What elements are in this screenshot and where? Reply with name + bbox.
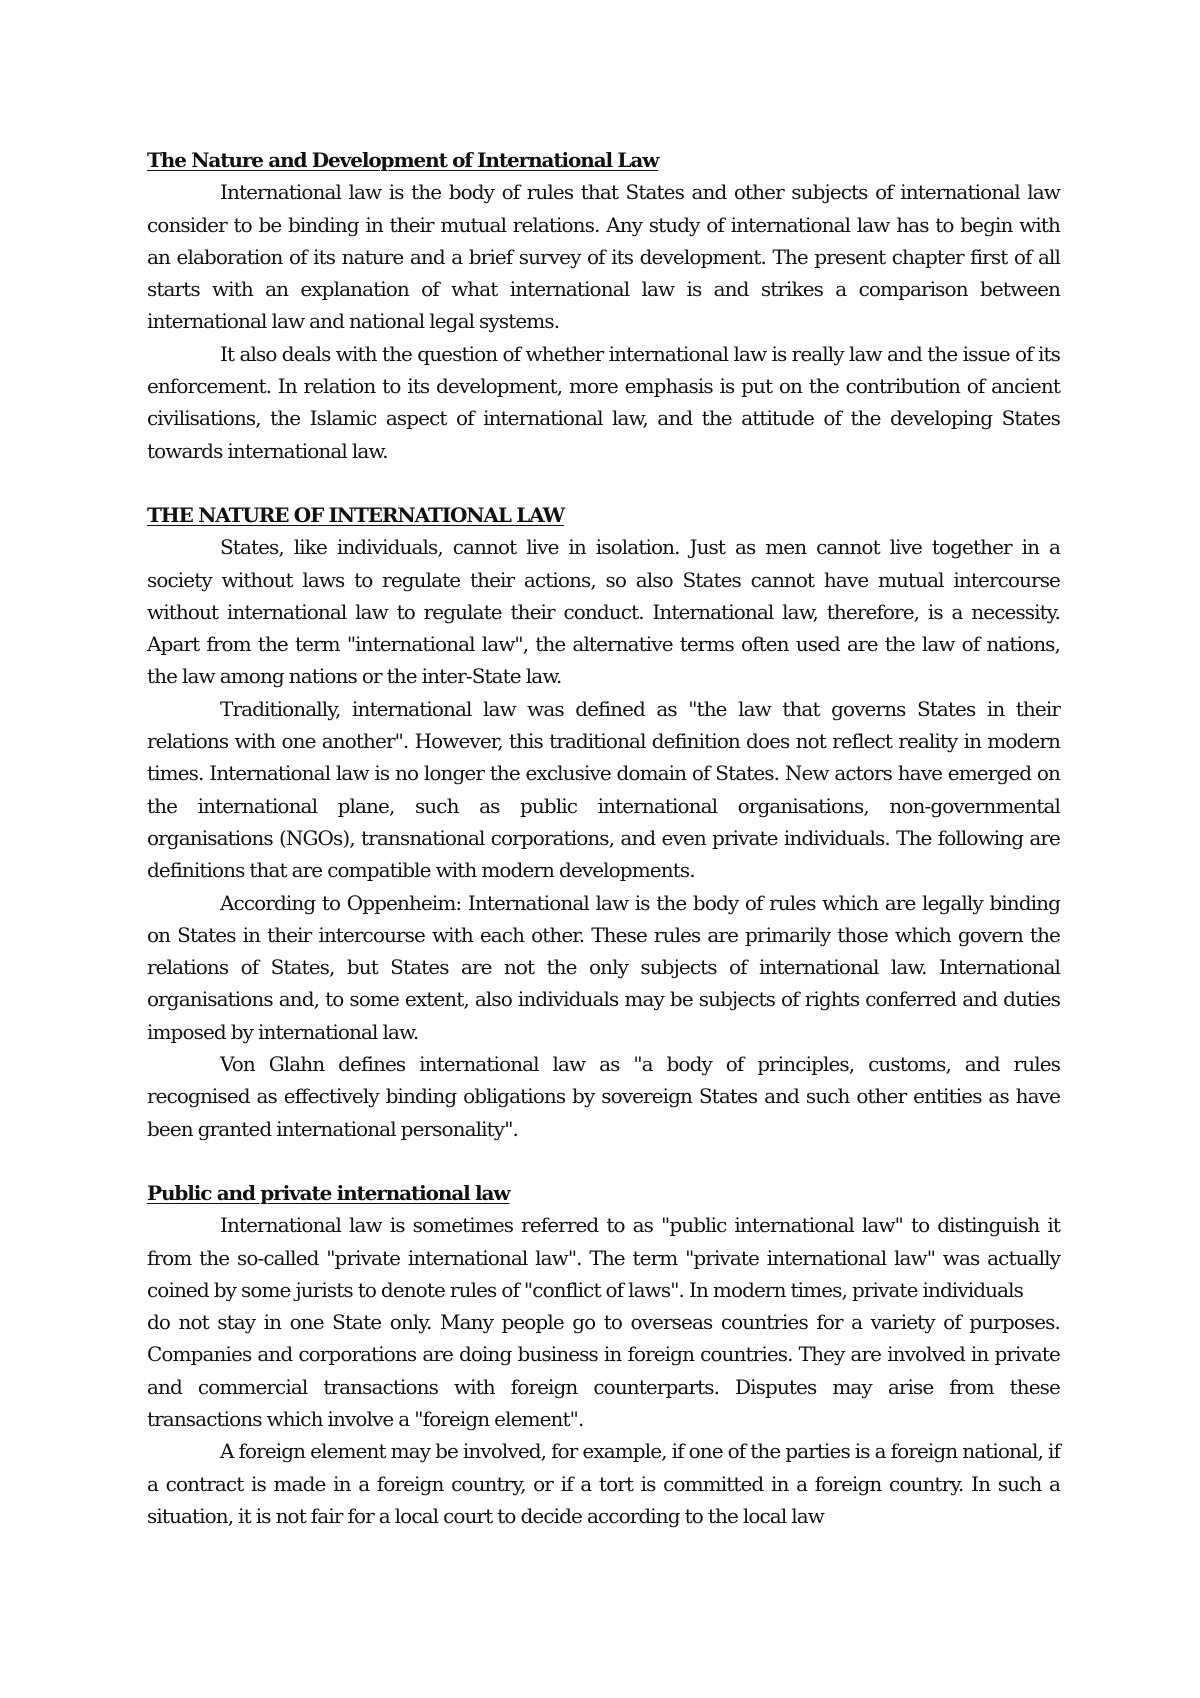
body-paragraph: International law is sometimes referred to as "public international law" to distinguish it from the so-called "private international law". The term "private international law" was actually coined by some jurists to denote rules of "conflict of laws". In modern times, private individuals xyxy=(147,1213,1060,1302)
section-nature-and-development xyxy=(147,144,1060,467)
section-public-and-private-international-law xyxy=(147,1177,1060,1532)
body-paragraph: States, like individuals, cannot live in isolation. Just as men cannot live together in a society without laws to regulate their actions, so also States cannot have mutual intercourse without international law to regulate their conduct. International law, therefore, is a necessity. Apart from the term "international law", the alternative terms often used are the law of nations, the law among nations or the inter-State law. xyxy=(147,535,1060,689)
body-paragraph: A foreign element may be involved, for example, if one of the parties is a foreign national, if a contract is made in a foreign country, or if a tort is committed in a foreign country. In such a situation, it is not fair for a local court to decide according to the local law xyxy=(147,1439,1060,1528)
body-paragraph: International law is the body of rules that States and other subjects of international law consider to be binding in their mutual relations. Any study of international law has to begin with an elaboration of its nature and a brief survey of its development. The present chapter first of all starts with an explanation of what international law is and strikes a comparison between international law and national legal systems. xyxy=(147,180,1060,334)
body-paragraph: do not stay in one State only. Many people go to overseas countries for a variety of purposes. Companies and corporations are doing business in foreign countries. They are involved in private and commercial transactions with foreign counterparts. Disputes may arise from these transactions which involve a "foreign element". xyxy=(147,1310,1060,1431)
section-nature-of-international-law xyxy=(147,499,1060,1145)
body-paragraph: Von Glahn defines international law as "a body of principles, customs, and rules recognised as effectively binding obligations by sovereign States and such other entities as have been granted international personality". xyxy=(147,1052,1060,1141)
section-heading: Public and private international law xyxy=(147,1180,510,1205)
body-paragraph: According to Oppenheim: International law is the body of rules which are legally binding on States in their intercourse with each other. These rules are primarily those which govern the relations of States, but States are not the only subjects of international law. International organisations and, to some extent, also individuals may be subjects of rights conferred and duties imposed by international law. xyxy=(147,890,1060,1044)
section-heading: THE NATURE OF INTERNATIONAL LAW xyxy=(147,502,564,527)
document-page xyxy=(147,144,1060,1532)
body-paragraph: It also deals with the question of whether international law is really law and the issue of its enforcement. In relation to its development, more emphasis is put on the contribution of ancient civilisations, the Islamic aspect of international law, and the attitude of the developing States towards international law. xyxy=(147,341,1060,463)
body-paragraph: Traditionally, international law was defined as "the law that governs States in their relations with one another". However, this traditional definition does not reflect reality in modern times. International law is no longer the exclusive domain of States. New actors have emerged on the international plane, such as public international organisations, non-governmental organisations (NGOs), transnational corporations, and even private individuals. The following are definitions that are compatible with modern developments. xyxy=(147,696,1060,883)
section-heading: The Nature and Development of International Law xyxy=(147,148,659,172)
